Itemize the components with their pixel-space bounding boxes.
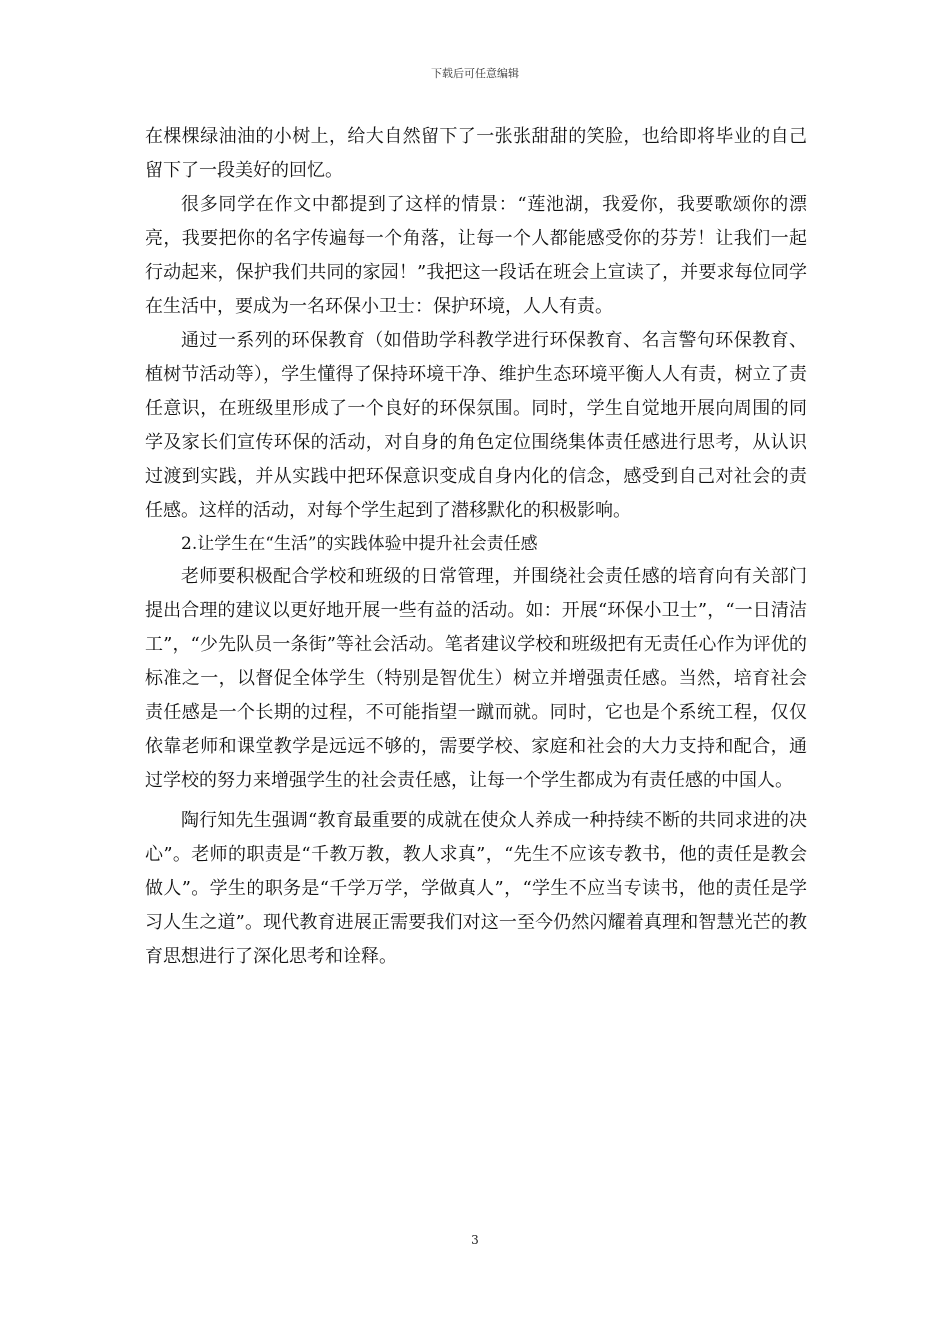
- document-body: [145, 120, 807, 974]
- page-header: 下载后可任意编辑: [431, 67, 519, 80]
- paragraph-teacher-cooperation: 老师要积极配合学校和班级的日常管理，并围绕社会责任感的培育向有关部门提出合理的建议以更好地开展一些有益的活动。如：开展“环保小卫士”，“一日清洁工”，“少先队员一条街”等社会活动。笔者建议学校和班级把有无责任心作为评优的标准之一，以督促全体学生（特别是智优生）树立并增强责任感。当然，培育社会责任感是一个长期的过程，不可能指望一蹴而就。同时，它也是个系统工程，仅仅依靠老师和课堂教学是远远不够的，需要学校、家庭和社会的大力支持和配合，通过学校的努力来增强学生的社会责任感，让每一个学生都成为有责任感的中国人。: [145, 566, 807, 791]
- paragraph-lianchi-lake: 很多同学在作文中都提到了这样的情景：“莲池湖，我爱你，我要歌颂你的漂亮，我要把你的名字传遍每一个角落，让每一个人都能感受你的芬芳！让我们一起行动起来，保护我们共同的家园！”我把这一段话在班会上宣读了，并要求每位同学在生活中，要成为一名环保小卫士：保护环境，人人有责。: [145, 194, 807, 317]
- paragraph-tao-xingzhi: 陶行知先生强调“教育最重要的成就在使众人养成一种持续不断的共同求进的决心”。老师的职责是“千教万教，教人求真”，“先生不应该专教书，他的责任是教会做人”。学生的职务是“千学万学，学做真人”，“学生不应当专读书，他的责任是学习人生之道”。现代教育进展正需要我们对这一至今仍然闪耀着真理和智慧光芒的教育思想进行了深化思考和诠释。: [145, 810, 807, 967]
- section-heading: 2.让学生在“生活”的实践体验中提升社会责任感: [181, 534, 538, 554]
- paragraph-environmental-education: 通过一系列的环保教育（如借助学科教学进行环保教育、名言警句环保教育、植树节活动等），学生懂得了保持环境干净、维护生态环境平衡人人有责，树立了责任意识，在班级里形成了一个良好的环保氛围。同时，学生自觉地开展向周围的同学及家长们宣传环保的活动，对自身的角色定位围绕集体责任感进行思考，从认识过渡到实践，并从实践中把环保意识变成自身内化的信念，感受到自己对社会的责任感。这样的活动，对每个学生起到了潜移默化的积极影响。: [145, 330, 807, 521]
- page-number: 3: [471, 1233, 479, 1247]
- paragraph-continuation: 在棵棵绿油油的小树上，给大自然留下了一张张甜甜的笑脸，也给即将毕业的自己留下了一段美好的回忆。: [145, 126, 807, 181]
